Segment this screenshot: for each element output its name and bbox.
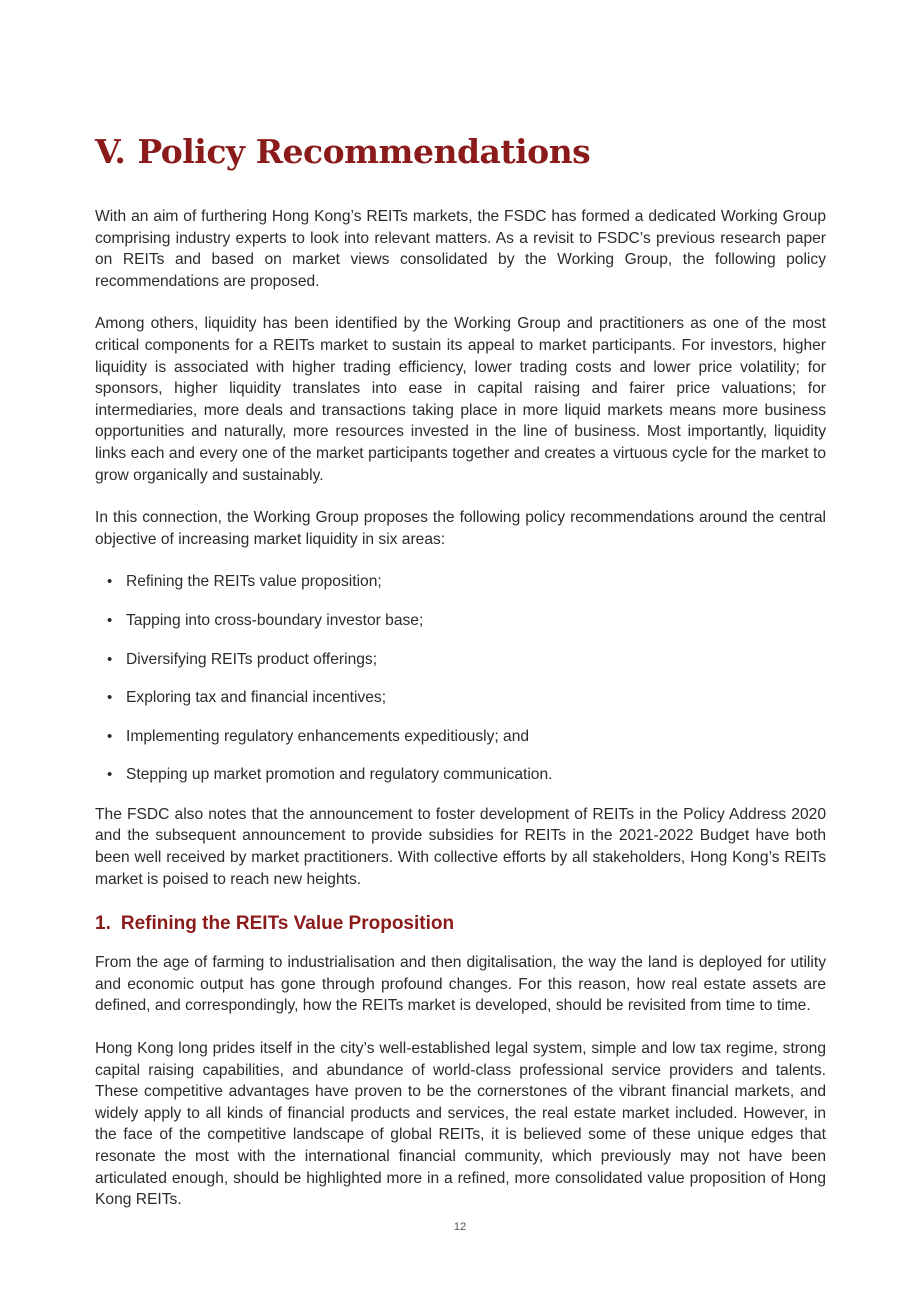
list-item [107,571,826,593]
section-heading [95,912,826,936]
list-item-text: Exploring tax and financial incentives; [126,689,387,707]
section-paragraph-1: From the age of farming to industrialisation and then digitalisation, the way the land is deployed for utility and economic output has gone through profound changes. For this reason, how real estate assets are defined, and correspondingly, how the REITs market is developed, should be revisited from time to time. [95,954,826,1015]
list-item-text: Tapping into cross-boundary investor base; [126,611,424,629]
closing-paragraph: The FSDC also notes that the announcement to foster development of REITs in the Policy Address 2020 and the subsequent announcement to provide subsidies for REITs in the 2021-2022 Budget have both been well received by market practitioners. With collective efforts by all stakeholders, Hong Kong’s REITs market is poised to reach new heights. [95,805,826,888]
list-item [107,726,826,748]
bullet-icon: • [107,689,113,707]
intro-paragraph-2: Among others, liquidity has been identified by the Working Group and practitioners as one of the most critical components for a REITs market to sustain its appeal to market participants. For investors, higher liquidity is associated with higher trading efficiency, lower trading costs and lower price volatility; for sponsors, higher liquidity translates into ease in capital raising and fairer price valuations; for intermediaries, more deals and transactions taking place in more liquid markets means more business opportunities and naturally, more resources invested in the line of business. Most importantly, liquidity links each and every one of the market participants together and creates a virtuous cycle for the market to grow organically and sustainably. [95,315,826,484]
bullet-icon: • [107,766,113,784]
section-title: Refining the REITs Value Proposition [120,913,455,935]
intro-paragraph-1: With an aim of furthering Hong Kong’s REITs markets, the FSDC has formed a dedicated Working Group comprising industry experts to look into relevant matters. As a revisit to FSDC’s previous research paper on REITs and based on market views consolidated by the Working Group, the following policy recommendations are proposed. [95,208,826,290]
recommendations-list [95,571,826,786]
page-number: 12 [453,1221,467,1233]
list-item [107,764,826,786]
list-item-text: Diversifying REITs product offerings; [126,650,378,668]
list-item-text: Stepping up market promotion and regulatory communication. [126,766,553,784]
list-item-text: Refining the REITs value proposition; [126,573,382,591]
chapter-title [95,132,590,171]
bullet-icon: • [107,727,113,745]
bullet-icon: • [107,611,113,629]
bullet-icon: • [107,650,113,668]
intro-paragraph-3: In this connection, the Working Group proposes the following policy recommendations around the central objective of increasing market liquidity in six areas: [95,509,826,548]
list-item [107,610,826,632]
list-item [107,687,826,709]
bullet-icon: • [107,573,113,591]
list-item-text: Implementing regulatory enhancements expeditiously; and [126,727,530,745]
section-paragraph-2: Hong Kong long prides itself in the city’s well-established legal system, simple and low tax regime, strong capital raising capabilities, and abundance of world-class professional service providers and talents. These competitive advantages have proven to be the cornerstones of the vibrant financial markets, and widely apply to all kinds of financial products and services, the real estate market included. However, in the face of the competitive landscape of global REITs, it is believed some of these unique edges that resonate the most with the international financial community, which previously may not have been articulated enough, should be highlighted more in a refined, more consolidated value proposition of Hong Kong REITs. [95,1040,826,1209]
page-body [95,206,826,1232]
chapter-title-text: Policy Recommendations [137,132,591,171]
section-number: 1. [95,913,111,935]
list-item [107,649,826,671]
chapter-number: V. [95,132,126,171]
